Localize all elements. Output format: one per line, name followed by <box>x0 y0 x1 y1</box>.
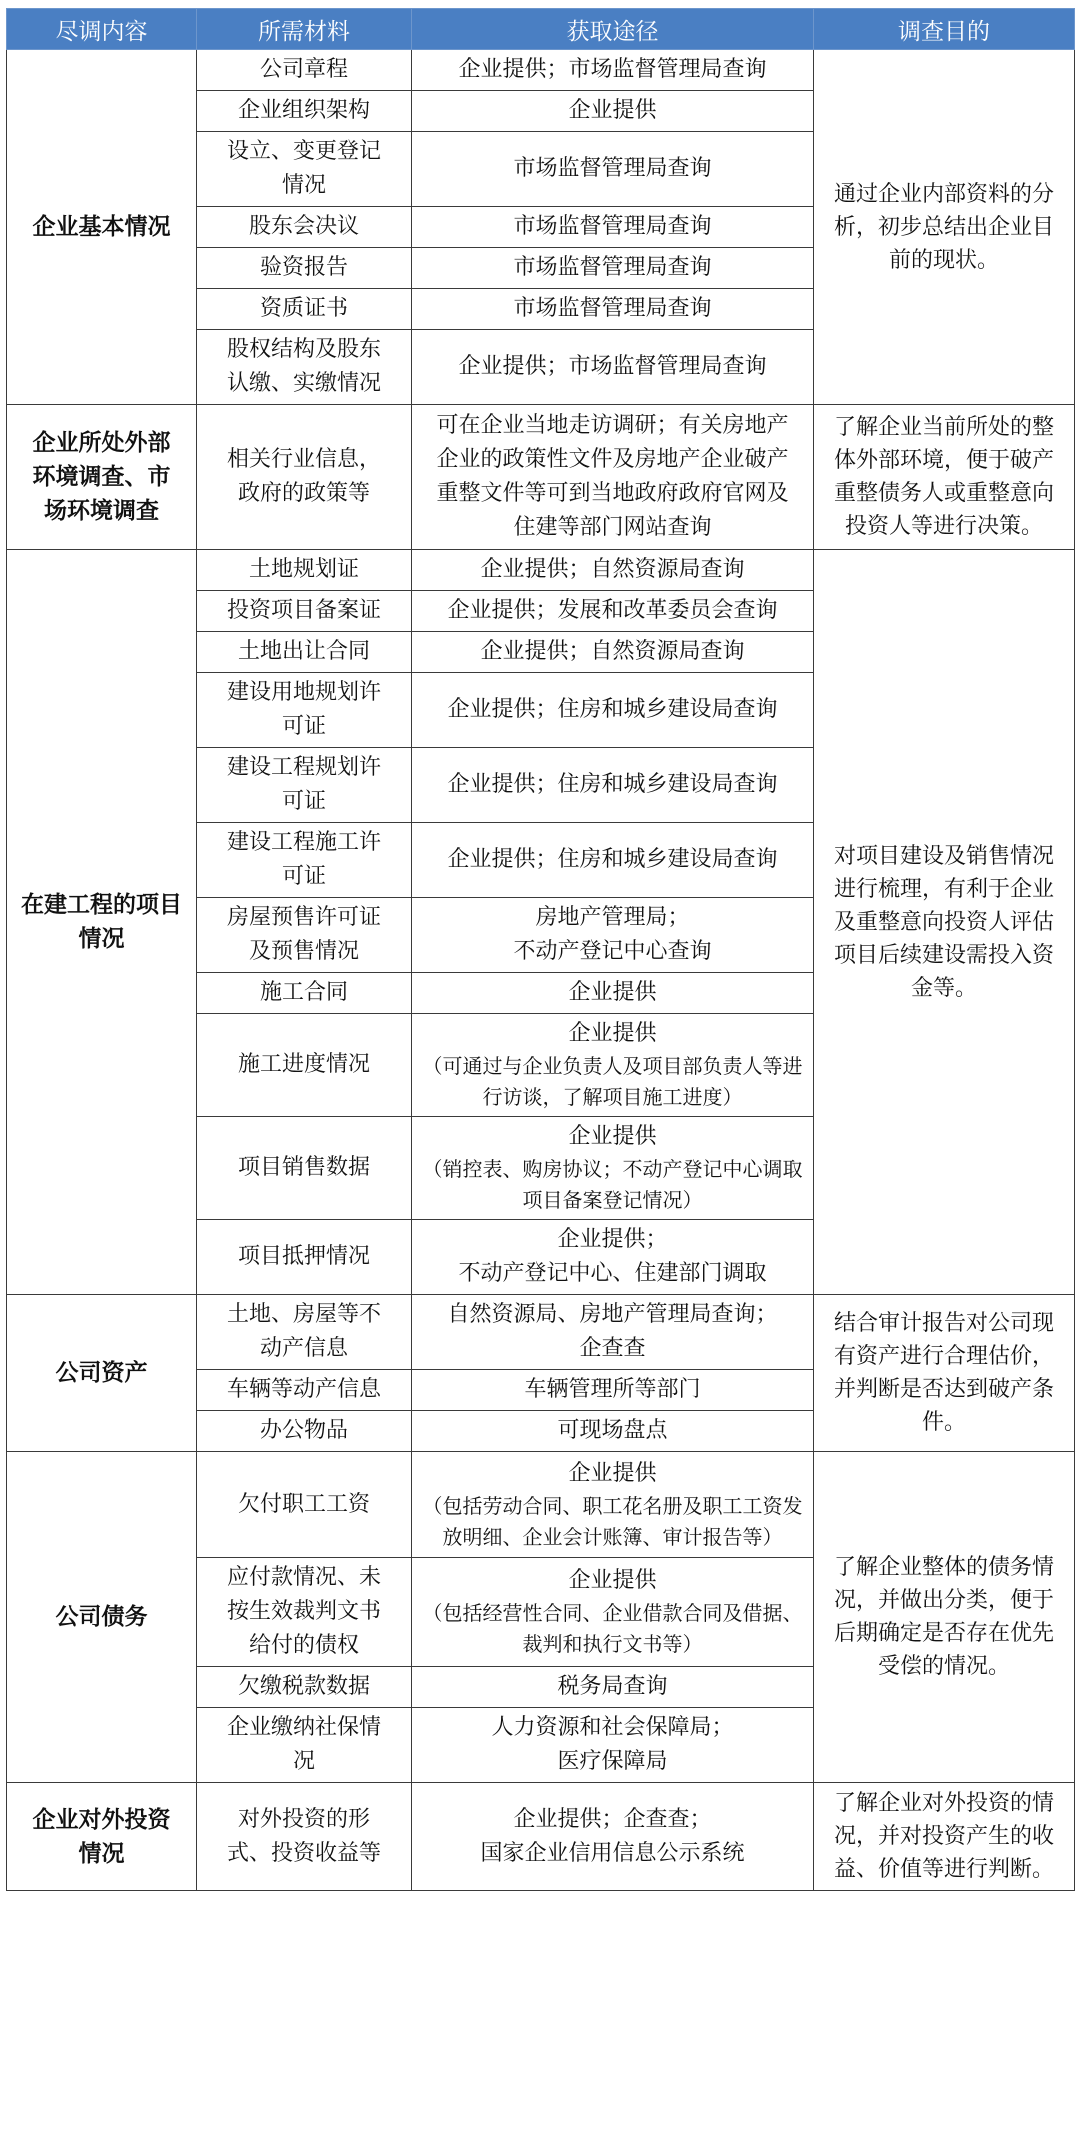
table-body <box>7 50 1075 1891</box>
source-cell <box>412 1295 814 1370</box>
source-cell <box>412 748 814 823</box>
source-text: 市场监督管理局查询 <box>513 214 712 239</box>
source-text: 市场监督管理局查询 <box>513 296 712 321</box>
source-cell <box>412 1014 814 1117</box>
source-text: 企业提供； <box>557 1227 668 1252</box>
material-cell: 土地规划证 <box>197 550 412 591</box>
source-text: 自然资源局、房地产管理局查询； <box>447 1302 778 1327</box>
material-cell: 公司章程 <box>197 50 412 91</box>
source-cell <box>412 1370 814 1411</box>
material-cell: 投资项目备案证 <box>197 591 412 632</box>
source-text: 市场监督管理局查询 <box>513 255 712 280</box>
source-cell <box>412 673 814 748</box>
material-cell: 办公物品 <box>197 1411 412 1452</box>
section-purpose: 了解企业当前所处的整体外部环境，便于破产重整债务人或重整意向投资人等进行决策。 <box>814 405 1075 550</box>
material-cell: 股东会决议 <box>197 207 412 248</box>
material-cell: 相关行业信息，政府的政策等 <box>197 405 412 550</box>
source-text: 可在企业当地走访调研；有关房地产企业的政策性文件及房地产企业破产重整文件等可到当地政府政府官网及住建等部门网站查询 <box>436 413 789 540</box>
source-cell <box>412 1558 814 1667</box>
section-purpose: 了解企业整体的债务情况，并做出分类，便于后期确定是否存在优先受偿的情况。 <box>814 1452 1075 1783</box>
source-cell <box>412 1220 814 1295</box>
table-row <box>7 405 1075 550</box>
table-row <box>7 1295 1075 1370</box>
source-note: （销控表、购房协议；不动产登记中心调取项目备案登记情况） <box>422 1157 803 1212</box>
source-text: 企业提供；住房和城乡建设局查询 <box>447 847 778 872</box>
material-cell: 项目抵押情况 <box>197 1220 412 1295</box>
header-source: 获取途径 <box>412 9 814 50</box>
material-cell: 设立、变更登记情况 <box>197 132 412 207</box>
material-cell: 土地出让合同 <box>197 632 412 673</box>
source-cell <box>412 1667 814 1708</box>
section-purpose: 通过企业内部资料的分析，初步总结出企业目前的现状。 <box>814 50 1075 405</box>
source-cell <box>412 91 814 132</box>
source-text: 企业提供 <box>568 980 657 1005</box>
header-material: 所需材料 <box>197 9 412 50</box>
section-category: 企业基本情况 <box>7 50 197 405</box>
source-text: 市场监督管理局查询 <box>513 156 712 181</box>
material-cell: 应付款情况、未按生效裁判文书给付的债权 <box>197 1558 412 1667</box>
section-purpose: 了解企业对外投资的情况，并对投资产生的收益、价值等进行判断。 <box>814 1783 1075 1891</box>
material-cell: 房屋预售许可证及预售情况 <box>197 898 412 973</box>
source-cell <box>412 248 814 289</box>
source-text: 企业提供 <box>568 1124 657 1149</box>
material-cell: 欠缴税款数据 <box>197 1667 412 1708</box>
source-text: 企业提供；发展和改革委员会查询 <box>447 598 778 623</box>
source-text-2: 不动产登记中心查询 <box>513 939 712 964</box>
source-cell <box>412 1452 814 1558</box>
source-text: 企业提供；市场监督管理局查询 <box>458 354 767 379</box>
material-cell: 欠付职工工资 <box>197 1452 412 1558</box>
source-text: 企业提供 <box>568 1460 657 1486</box>
source-cell <box>412 1411 814 1452</box>
source-cell <box>412 591 814 632</box>
source-text: 企业提供 <box>568 1021 657 1046</box>
source-cell <box>412 132 814 207</box>
material-cell: 车辆等动产信息 <box>197 1370 412 1411</box>
source-text: 企业提供；自然资源局查询 <box>480 557 745 582</box>
source-cell <box>412 898 814 973</box>
section-category: 公司资产 <box>7 1295 197 1452</box>
source-text: 企业提供；住房和城乡建设局查询 <box>447 772 778 797</box>
material-cell: 建设工程规划许可证 <box>197 748 412 823</box>
source-cell <box>412 823 814 898</box>
section-purpose: 对项目建设及销售情况进行梳理，有利于企业及重整意向投资人评估项目后续建设需投入资金等。 <box>814 550 1075 1295</box>
header-content: 尽调内容 <box>7 9 197 50</box>
source-text-2: 企查查 <box>579 1336 646 1361</box>
table-row <box>7 50 1075 91</box>
source-cell <box>412 550 814 591</box>
section-purpose: 结合审计报告对公司现有资产进行合理估价，并判断是否达到破产条件。 <box>814 1295 1075 1452</box>
material-cell: 建设工程施工许可证 <box>197 823 412 898</box>
source-text: 税务局查询 <box>557 1674 668 1699</box>
source-cell <box>412 1783 814 1891</box>
source-text: 车辆管理所等部门 <box>524 1377 701 1402</box>
material-cell: 企业缴纳社保情况 <box>197 1708 412 1783</box>
section-category: 企业所处外部环境调查、市场环境调查 <box>7 405 197 550</box>
source-text-2: 医疗保障局 <box>557 1749 668 1774</box>
material-cell: 股权结构及股东认缴、实缴情况 <box>197 330 412 405</box>
source-text: 房地产管理局； <box>535 905 690 930</box>
source-note: （包括经营性合同、企业借款合同及借据、裁判和执行文书等） <box>422 1601 803 1656</box>
table-row <box>7 550 1075 591</box>
material-cell: 建设用地规划许可证 <box>197 673 412 748</box>
section-category: 公司债务 <box>7 1452 197 1783</box>
source-text: 可现场盘点 <box>557 1418 668 1443</box>
material-cell: 土地、房屋等不动产信息 <box>197 1295 412 1370</box>
material-cell: 项目销售数据 <box>197 1117 412 1220</box>
material-cell: 企业组织架构 <box>197 91 412 132</box>
source-text: 企业提供；自然资源局查询 <box>480 639 745 664</box>
source-text: 人力资源和社会保障局； <box>491 1715 734 1740</box>
table-header-row <box>7 9 1075 50</box>
header-purpose: 调查目的 <box>814 9 1075 50</box>
source-cell <box>412 50 814 91</box>
source-text: 企业提供 <box>568 1568 657 1593</box>
material-cell: 施工进度情况 <box>197 1014 412 1117</box>
section-category: 在建工程的项目情况 <box>7 550 197 1295</box>
source-text: 企业提供；住房和城乡建设局查询 <box>447 697 778 722</box>
source-cell <box>412 207 814 248</box>
source-text: 企业提供；市场监督管理局查询 <box>458 57 767 82</box>
source-cell <box>412 289 814 330</box>
source-cell <box>412 973 814 1014</box>
source-text: 企业提供 <box>568 98 657 123</box>
source-text: 企业提供；企查查； <box>513 1806 712 1832</box>
section-category: 企业对外投资情况 <box>7 1783 197 1891</box>
table-row <box>7 1783 1075 1891</box>
source-note: （包括劳动合同、职工花名册及职工工资发放明细、企业会计账簿、审计报告等） <box>422 1493 803 1549</box>
material-cell: 对外投资的形式、投资收益等 <box>197 1783 412 1891</box>
material-cell: 施工合同 <box>197 973 412 1014</box>
source-text-2: 国家企业信用信息公示系统 <box>480 1840 745 1866</box>
source-cell <box>412 632 814 673</box>
source-cell <box>412 1117 814 1220</box>
material-cell: 验资报告 <box>197 248 412 289</box>
source-cell <box>412 330 814 405</box>
material-cell: 资质证书 <box>197 289 412 330</box>
source-cell <box>412 405 814 550</box>
due-diligence-table <box>6 8 1075 1891</box>
source-note: （可通过与企业负责人及项目部负责人等进行访谈，了解项目施工进度） <box>422 1054 803 1109</box>
table-row <box>7 1452 1075 1558</box>
source-text-2: 不动产登记中心、住建部门调取 <box>458 1261 767 1286</box>
source-cell <box>412 1708 814 1783</box>
